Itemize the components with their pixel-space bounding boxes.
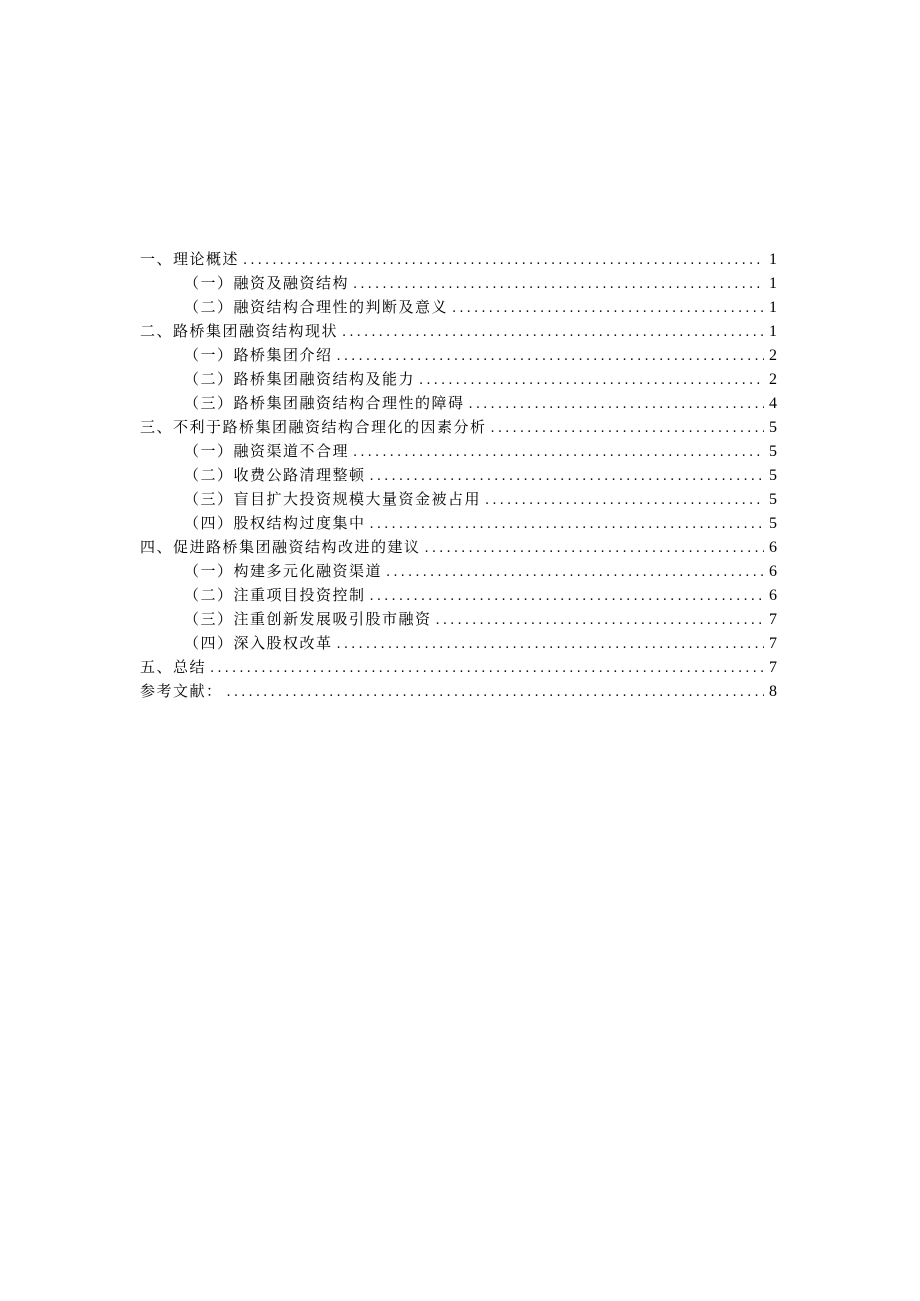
toc-entry-title: （一）路桥集团介绍 (184, 346, 333, 364)
toc-page-number: 1 (769, 251, 777, 268)
toc-dot-leader (491, 417, 764, 441)
toc-entry[interactable] (140, 607, 777, 631)
toc-page-number: 7 (769, 635, 777, 652)
table-of-contents (140, 247, 777, 703)
toc-dot-leader (370, 465, 764, 489)
toc-page-number: 5 (769, 491, 777, 508)
toc-entry-title: （二）融资结构合理性的判断及意义 (184, 298, 449, 316)
toc-entry[interactable] (140, 343, 777, 367)
toc-entry[interactable] (140, 247, 777, 271)
toc-page-number: 5 (769, 467, 777, 484)
toc-page-number: 5 (769, 443, 777, 460)
toc-entry[interactable] (140, 535, 777, 559)
toc-dot-leader (210, 657, 764, 681)
toc-dot-leader (452, 297, 764, 321)
toc-page-number: 7 (769, 611, 777, 628)
toc-entry[interactable] (140, 463, 777, 487)
toc-entry-title: （三）盲目扩大投资规模大量资金被占用 (184, 490, 482, 508)
toc-page-number: 7 (769, 659, 777, 676)
toc-entry-title: （三）路桥集团融资结构合理性的障碍 (184, 394, 465, 412)
toc-entry[interactable] (140, 415, 777, 439)
toc-dot-leader (227, 681, 764, 705)
toc-entry-title: 一、理论概述 (140, 250, 240, 268)
toc-dot-leader (419, 369, 764, 393)
toc-entry[interactable] (140, 439, 777, 463)
toc-entry[interactable] (140, 583, 777, 607)
toc-page-number: 6 (769, 563, 777, 580)
toc-dot-leader (370, 513, 764, 537)
toc-page-number: 8 (769, 683, 777, 700)
toc-dot-leader (243, 249, 764, 273)
toc-entry[interactable] (140, 559, 777, 583)
toc-dot-leader (469, 393, 764, 417)
toc-dot-leader (436, 609, 764, 633)
toc-page-number: 6 (769, 587, 777, 604)
toc-entry-title: 二、路桥集团融资结构现状 (140, 322, 339, 340)
toc-entry[interactable] (140, 391, 777, 415)
toc-entry[interactable] (140, 367, 777, 391)
toc-entry-title: （二）路桥集团融资结构及能力 (184, 370, 416, 388)
toc-entry-title: （二）收费公路清理整顿 (184, 466, 366, 484)
toc-entry[interactable] (140, 295, 777, 319)
toc-page-number: 2 (769, 347, 777, 364)
toc-entry-title: （二）注重项目投资控制 (184, 586, 366, 604)
toc-entry[interactable] (140, 487, 777, 511)
toc-entry-title: （三）注重创新发展吸引股市融资 (184, 610, 432, 628)
toc-entry[interactable] (140, 631, 777, 655)
toc-page-number: 1 (769, 323, 777, 340)
toc-entry[interactable] (140, 655, 777, 679)
toc-entry-title: （一）融资渠道不合理 (184, 442, 350, 460)
toc-dot-leader (353, 441, 764, 465)
toc-dot-leader (386, 561, 764, 585)
toc-page-number: 1 (769, 275, 777, 292)
toc-entry-title: 参考文献： (140, 682, 223, 700)
toc-page-number: 4 (769, 395, 777, 412)
toc-dot-leader (342, 321, 764, 345)
toc-entry-title: （四）深入股权改革 (184, 634, 333, 652)
toc-entry[interactable] (140, 271, 777, 295)
toc-dot-leader (370, 585, 764, 609)
toc-entry-title: （四）股权结构过度集中 (184, 514, 366, 532)
toc-dot-leader (425, 537, 764, 561)
toc-entry[interactable] (140, 679, 777, 703)
toc-page-number: 5 (769, 515, 777, 532)
toc-entry[interactable] (140, 511, 777, 535)
toc-entry-title: （一）融资及融资结构 (184, 274, 350, 292)
toc-dot-leader (485, 489, 764, 513)
toc-dot-leader (353, 273, 764, 297)
toc-page-number: 1 (769, 299, 777, 316)
toc-page-number: 2 (769, 371, 777, 388)
toc-entry-title: （一）构建多元化融资渠道 (184, 562, 383, 580)
toc-entry-title: 四、促进路桥集团融资结构改进的建议 (140, 538, 421, 556)
toc-dot-leader (337, 633, 764, 657)
toc-dot-leader (337, 345, 764, 369)
toc-entry-title: 三、不利于路桥集团融资结构合理化的因素分析 (140, 418, 487, 436)
toc-entry-title: 五、总结 (140, 658, 207, 676)
toc-page-number: 5 (769, 419, 777, 436)
toc-page-number: 6 (769, 539, 777, 556)
toc-entry[interactable] (140, 319, 777, 343)
